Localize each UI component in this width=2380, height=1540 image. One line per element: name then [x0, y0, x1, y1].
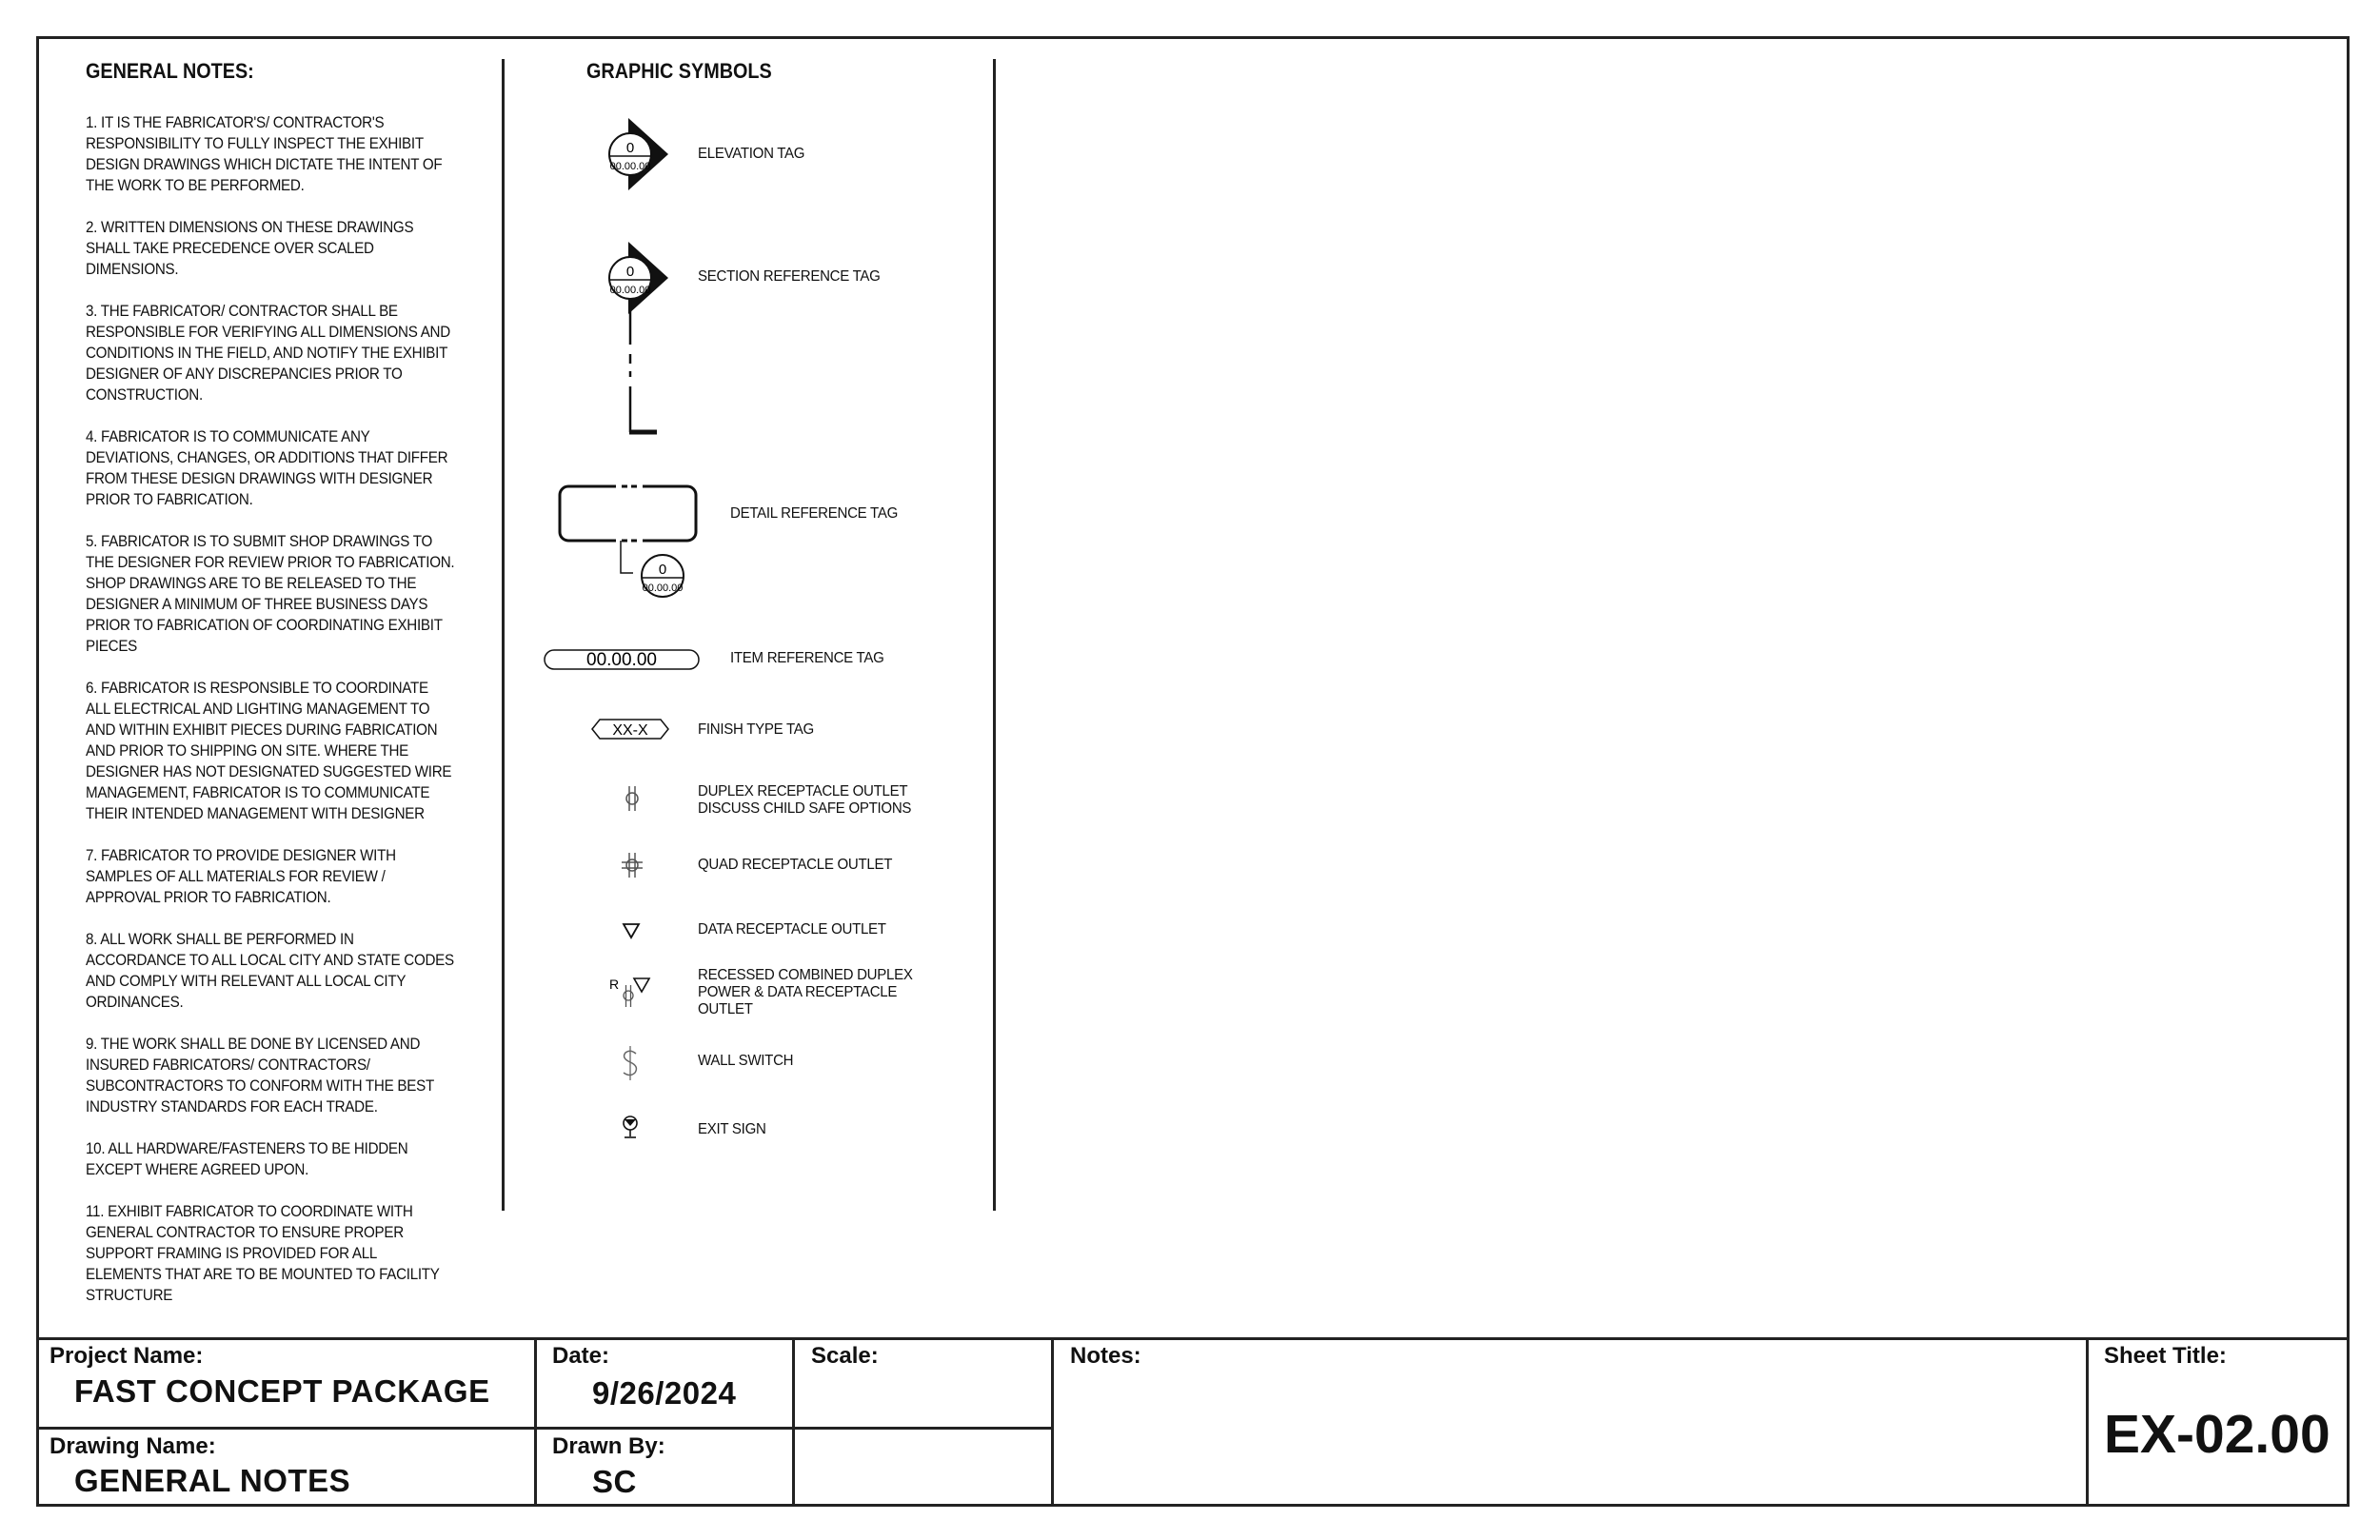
- detail-reference-tag-icon: [557, 481, 700, 604]
- drawing-name-label: Drawing Name:: [50, 1433, 216, 1459]
- title-block-divider-1: [534, 1337, 537, 1507]
- elevation-tag-icon: [600, 114, 676, 195]
- scale-label: Scale:: [811, 1343, 879, 1369]
- detail-tag-sheet: 00.00.00: [642, 582, 684, 594]
- graphic-symbols-title: GRAPHIC SYMBOLS: [586, 59, 772, 83]
- title-block-divider-3: [1051, 1337, 1054, 1507]
- section-reference-tag-icon: [600, 238, 676, 443]
- general-note-3: 3. THE FABRICATOR/ CONTRACTOR SHALL BE RESPONSIBLE FOR VERIFYING ALL DIMENSIONS AND CONDITIONS IN THE FIELD, AND NOTIFY THE EXHIBIT DESIGNER OF ANY DISCREPANCIES PRIOR TO CONSTRUCTION.: [86, 303, 450, 404]
- drawn-by-value: SC: [592, 1464, 637, 1499]
- title-block-mid-rule: [36, 1427, 1054, 1430]
- general-note-6: 6. FABRICATOR IS RESPONSIBLE TO COORDINATE ALL ELECTRICAL AND LIGHTING MANAGEMENT TO AND WITHIN EXHIBIT PIECES DURING FABRICATION AND PRIOR TO SHIPPING ON SITE. WHERE THE DESIGNER HAS NOT DESIGNATED SUGGESTED WIRE MANAGEMENT, FABRICATOR IS TO COMMUNICATE THEIR INTENDED MANAGEMENT WITH DESIGNER: [86, 680, 452, 822]
- general-note-7: 7. FABRICATOR TO PROVIDE DESIGNER WITH SAMPLES OF ALL MATERIALS FOR REVIEW / APPROVAL PRIOR TO FABRICATION.: [86, 847, 396, 906]
- general-note-10: 10. ALL HARDWARE/FASTENERS TO BE HIDDEN EXCEPT WHERE AGREED UPON.: [86, 1140, 408, 1178]
- elevation-tag-sheet: 00.00.00: [609, 161, 651, 172]
- finish-type-tag-label: FINISH TYPE TAG: [698, 721, 814, 738]
- exit-sign-label: EXIT SIGN: [698, 1121, 766, 1137]
- sheet-title-label: Sheet Title:: [2104, 1343, 2227, 1369]
- general-note-5: 5. FABRICATOR IS TO SUBMIT SHOP DRAWINGS TO THE DESIGNER FOR REVIEW PRIOR TO FABRICATION. SHOP DRAWINGS ARE TO BE RELEASED TO THE DESIGNER A MINIMUM OF THREE BUSINESS DAYS PRIOR TO FABRICATION OF COORDINATING EXHIBIT PIECES: [86, 533, 455, 655]
- symbols-column-divider: [993, 59, 996, 1211]
- general-note-11: 11. EXHIBIT FABRICATOR TO COORDINATE WITH GENERAL CONTRACTOR TO ENSURE PROPER SUPPORT FRAMING IS PROVIDED FOR ALL ELEMENTS THAT ARE TO BE MOUNTED TO FACILITY STRUCTURE: [86, 1203, 440, 1304]
- drawn-by-label: Drawn By:: [552, 1433, 665, 1459]
- section-tag-number: 0: [625, 264, 635, 280]
- recessed-duplex-data-label: RECESSED COMBINED DUPLEX POWER & DATA RECEPTACLE OUTLET: [698, 967, 913, 1017]
- exit-sign-icon: [619, 1114, 642, 1142]
- data-receptacle-icon: [621, 921, 642, 940]
- title-block-top-border: [36, 1337, 2350, 1340]
- project-name-label: Project Name:: [50, 1343, 204, 1369]
- elevation-tag-label: ELEVATION TAG: [698, 146, 805, 162]
- general-note-8: 8. ALL WORK SHALL BE PERFORMED IN ACCORDANCE TO ALL LOCAL CITY AND STATE CODES AND COMPLY WITH RELEVANT ALL LOCAL CITY ORDINANCES.: [86, 931, 454, 1011]
- elevation-tag-number: 0: [625, 140, 635, 156]
- general-note-2: 2. WRITTEN DIMENSIONS ON THESE DRAWINGS SHALL TAKE PRECEDENCE OVER SCALED DIMENSIONS.: [86, 219, 414, 278]
- finish-type-tag-icon: [590, 718, 670, 740]
- general-notes-list: [86, 112, 475, 1327]
- notes-column-divider: [502, 59, 505, 1211]
- recessed-prefix: R: [609, 977, 620, 992]
- wall-switch-icon: [619, 1045, 642, 1081]
- item-reference-tag-label: ITEM REFERENCE TAG: [730, 650, 884, 666]
- notes-label: Notes:: [1070, 1343, 1141, 1369]
- general-note-9: 9. THE WORK SHALL BE DONE BY LICENSED AND INSURED FABRICATORS/ CONTRACTORS/ SUBCONTRACTORS TO CONFORM WITH THE BEST INDUSTRY STANDARDS FOR EACH TRADE.: [86, 1036, 434, 1116]
- project-name-value: FAST CONCEPT PACKAGE: [74, 1373, 490, 1409]
- title-block-divider-2: [792, 1337, 795, 1507]
- detail-tag-number: 0: [658, 562, 667, 578]
- general-notes-title: GENERAL NOTES:: [86, 59, 254, 83]
- item-reference-value: 00.00.00: [586, 650, 657, 670]
- general-note-4: 4. FABRICATOR IS TO COMMUNICATE ANY DEVIATIONS, CHANGES, OR ADDITIONS THAT DIFFER FROM THESE DESIGN DRAWINGS WITH DESIGNER PRIOR TO FABRICATION.: [86, 428, 448, 508]
- section-tag-sheet: 00.00.00: [609, 285, 651, 296]
- sheet-title-value: EX-02.00: [2104, 1404, 2330, 1465]
- detail-reference-tag-label: DETAIL REFERENCE TAG: [730, 505, 899, 522]
- item-reference-tag-icon: [543, 647, 704, 672]
- recessed-duplex-data-icon: [607, 973, 655, 1009]
- quad-receptacle-icon: [619, 851, 645, 879]
- finish-type-value: XX-X: [612, 722, 648, 739]
- title-block-divider-4: [2086, 1337, 2089, 1507]
- date-label: Date:: [552, 1343, 610, 1369]
- quad-receptacle-label: QUAD RECEPTACLE OUTLET: [698, 857, 893, 873]
- wall-switch-label: WALL SWITCH: [698, 1053, 794, 1069]
- drawing-name-value: GENERAL NOTES: [74, 1463, 351, 1498]
- duplex-receptacle-icon: [621, 784, 644, 813]
- data-receptacle-label: DATA RECEPTACLE OUTLET: [698, 921, 886, 938]
- section-reference-tag-label: SECTION REFERENCE TAG: [698, 268, 881, 285]
- duplex-receptacle-label: DUPLEX RECEPTACLE OUTLET DISCUSS CHILD SAFE OPTIONS: [698, 783, 912, 817]
- general-note-1: 1. IT IS THE FABRICATOR'S/ CONTRACTOR'S RESPONSIBILITY TO FULLY INSPECT THE EXHIBIT DESIGN DRAWINGS WHICH DICTATE THE INTENT OF THE WORK TO BE PERFORMED.: [86, 114, 443, 194]
- date-value: 9/26/2024: [592, 1375, 737, 1411]
